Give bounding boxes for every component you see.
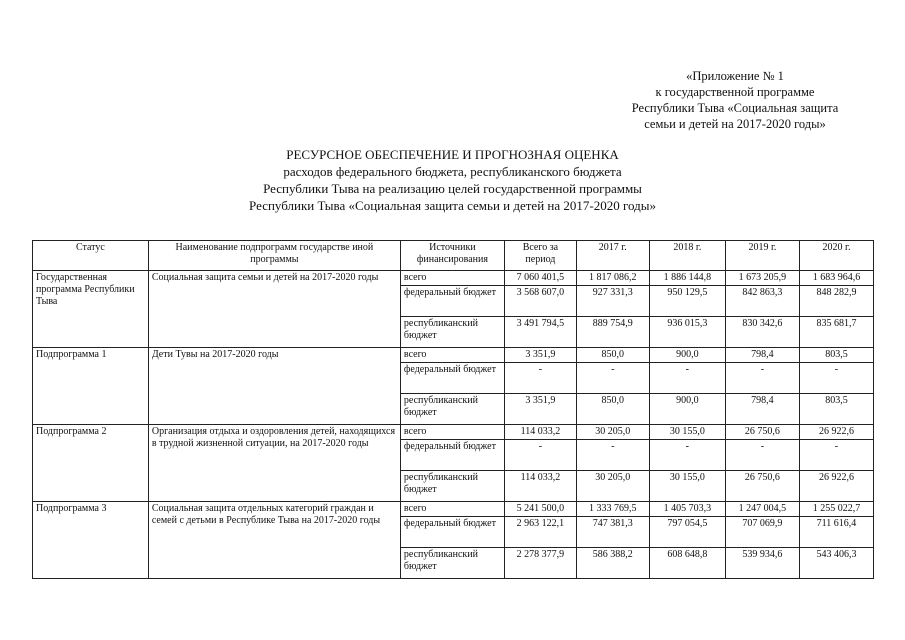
- amount-cell: 842 863,3: [725, 286, 799, 317]
- source-cell: республиканский бюджет: [400, 471, 504, 502]
- status-cell: Подпрограмма 2: [33, 425, 149, 502]
- status-cell: Подпрограмма 3: [33, 502, 149, 579]
- amount-cell: 1 255 022,7: [799, 502, 873, 517]
- amount-cell: 26 750,6: [725, 471, 799, 502]
- document-title: [0, 146, 905, 214]
- amount-cell: 3 491 794,5: [504, 317, 576, 348]
- amount-cell: 803,5: [799, 394, 873, 425]
- appendix-line: «Приложение № 1: [686, 69, 784, 83]
- source-cell: всего: [400, 502, 504, 517]
- header-name: Наименование подпрограмм государстве иной программы: [148, 241, 400, 271]
- amount-cell: -: [576, 440, 649, 471]
- amount-cell: -: [576, 363, 649, 394]
- amount-cell: 797 054,5: [649, 517, 725, 548]
- amount-cell: -: [504, 363, 576, 394]
- amount-cell: -: [649, 440, 725, 471]
- amount-cell: 30 155,0: [649, 471, 725, 502]
- amount-cell: 835 681,7: [799, 317, 873, 348]
- amount-cell: 2 278 377,9: [504, 548, 576, 579]
- amount-cell: 114 033,2: [504, 471, 576, 502]
- amount-cell: 1 333 769,5: [576, 502, 649, 517]
- amount-cell: 936 015,3: [649, 317, 725, 348]
- table-row: [33, 271, 874, 286]
- amount-cell: 2 963 122,1: [504, 517, 576, 548]
- table-body: [33, 271, 874, 579]
- amount-cell: 3 351,9: [504, 348, 576, 363]
- source-cell: федеральный бюджет: [400, 517, 504, 548]
- amount-cell: 26 922,6: [799, 471, 873, 502]
- amount-cell: 3 351,9: [504, 394, 576, 425]
- amount-cell: 1 817 086,2: [576, 271, 649, 286]
- amount-cell: 1 405 703,3: [649, 502, 725, 517]
- amount-cell: 7 060 401,5: [504, 271, 576, 286]
- appendix-line: Республики Тыва «Социальная защита: [631, 101, 839, 115]
- amount-cell: 950 129,5: [649, 286, 725, 317]
- table-header-row: [33, 241, 874, 271]
- amount-cell: 586 388,2: [576, 548, 649, 579]
- source-cell: республиканский бюджет: [400, 394, 504, 425]
- amount-cell: 30 205,0: [576, 425, 649, 440]
- amount-cell: -: [649, 363, 725, 394]
- amount-cell: 543 406,3: [799, 548, 873, 579]
- source-cell: всего: [400, 348, 504, 363]
- amount-cell: 3 568 607,0: [504, 286, 576, 317]
- amount-cell: 927 331,3: [576, 286, 649, 317]
- amount-cell: 900,0: [649, 348, 725, 363]
- amount-cell: 889 754,9: [576, 317, 649, 348]
- source-cell: республиканский бюджет: [400, 317, 504, 348]
- amount-cell: 850,0: [576, 348, 649, 363]
- source-cell: федеральный бюджет: [400, 363, 504, 394]
- source-cell: федеральный бюджет: [400, 440, 504, 471]
- amount-cell: 114 033,2: [504, 425, 576, 440]
- amount-cell: 1 247 004,5: [725, 502, 799, 517]
- amount-cell: 711 616,4: [799, 517, 873, 548]
- table-row: [33, 502, 874, 517]
- program-name-cell: Дети Тувы на 2017-2020 годы: [148, 348, 400, 425]
- amount-cell: 848 282,9: [799, 286, 873, 317]
- header-total: Всего за период: [504, 241, 576, 271]
- amount-cell: -: [725, 440, 799, 471]
- amount-cell: 30 205,0: [576, 471, 649, 502]
- header-source: Источники финансирования: [400, 241, 504, 271]
- program-name-cell: Социальная защита семьи и детей на 2017-2020 годы: [148, 271, 400, 348]
- amount-cell: -: [504, 440, 576, 471]
- header-2020: 2020 г.: [799, 241, 873, 271]
- title-line: Республики Тыва на реализацию целей государственной программы: [263, 181, 642, 196]
- amount-cell: 798,4: [725, 394, 799, 425]
- appendix-note: [600, 68, 870, 132]
- amount-cell: 1 673 205,9: [725, 271, 799, 286]
- amount-cell: -: [799, 440, 873, 471]
- amount-cell: 830 342,6: [725, 317, 799, 348]
- source-cell: республиканский бюджет: [400, 548, 504, 579]
- amount-cell: 747 381,3: [576, 517, 649, 548]
- amount-cell: -: [799, 363, 873, 394]
- header-2017: 2017 г.: [576, 241, 649, 271]
- amount-cell: 608 648,8: [649, 548, 725, 579]
- amount-cell: 5 241 500,0: [504, 502, 576, 517]
- funding-table: [32, 240, 874, 579]
- amount-cell: 850,0: [576, 394, 649, 425]
- table-row: [33, 348, 874, 363]
- header-2019: 2019 г.: [725, 241, 799, 271]
- title-line: Республики Тыва «Социальная защита семьи и детей на 2017-2020 годы»: [249, 198, 656, 213]
- amount-cell: 900,0: [649, 394, 725, 425]
- amount-cell: -: [725, 363, 799, 394]
- program-name-cell: Социальная защита отдельных категорий граждан и семей с детьми в Республике Тыва на 2017-2020 годы: [148, 502, 400, 579]
- amount-cell: 1 886 144,8: [649, 271, 725, 286]
- header-2018: 2018 г.: [649, 241, 725, 271]
- amount-cell: 30 155,0: [649, 425, 725, 440]
- appendix-line: семьи и детей на 2017-2020 годы»: [644, 117, 826, 131]
- amount-cell: 539 934,6: [725, 548, 799, 579]
- title-line: РЕСУРСНОЕ ОБЕСПЕЧЕНИЕ И ПРОГНОЗНАЯ ОЦЕНКА: [286, 147, 619, 162]
- table-row: [33, 425, 874, 440]
- program-name-cell: Организация отдыха и оздоровления детей, находящихся в трудной жизненной ситуации, на 2017-2020 годы: [148, 425, 400, 502]
- source-cell: всего: [400, 425, 504, 440]
- source-cell: всего: [400, 271, 504, 286]
- status-cell: Государственная программа Республики Тыва: [33, 271, 149, 348]
- appendix-line: к государственной программе: [655, 85, 815, 99]
- amount-cell: 707 069,9: [725, 517, 799, 548]
- status-cell: Подпрограмма 1: [33, 348, 149, 425]
- amount-cell: 798,4: [725, 348, 799, 363]
- title-line: расходов федерального бюджета, республиканского бюджета: [283, 164, 622, 179]
- amount-cell: 26 922,6: [799, 425, 873, 440]
- amount-cell: 26 750,6: [725, 425, 799, 440]
- header-status: Статус: [33, 241, 149, 271]
- amount-cell: 1 683 964,6: [799, 271, 873, 286]
- source-cell: федеральный бюджет: [400, 286, 504, 317]
- amount-cell: 803,5: [799, 348, 873, 363]
